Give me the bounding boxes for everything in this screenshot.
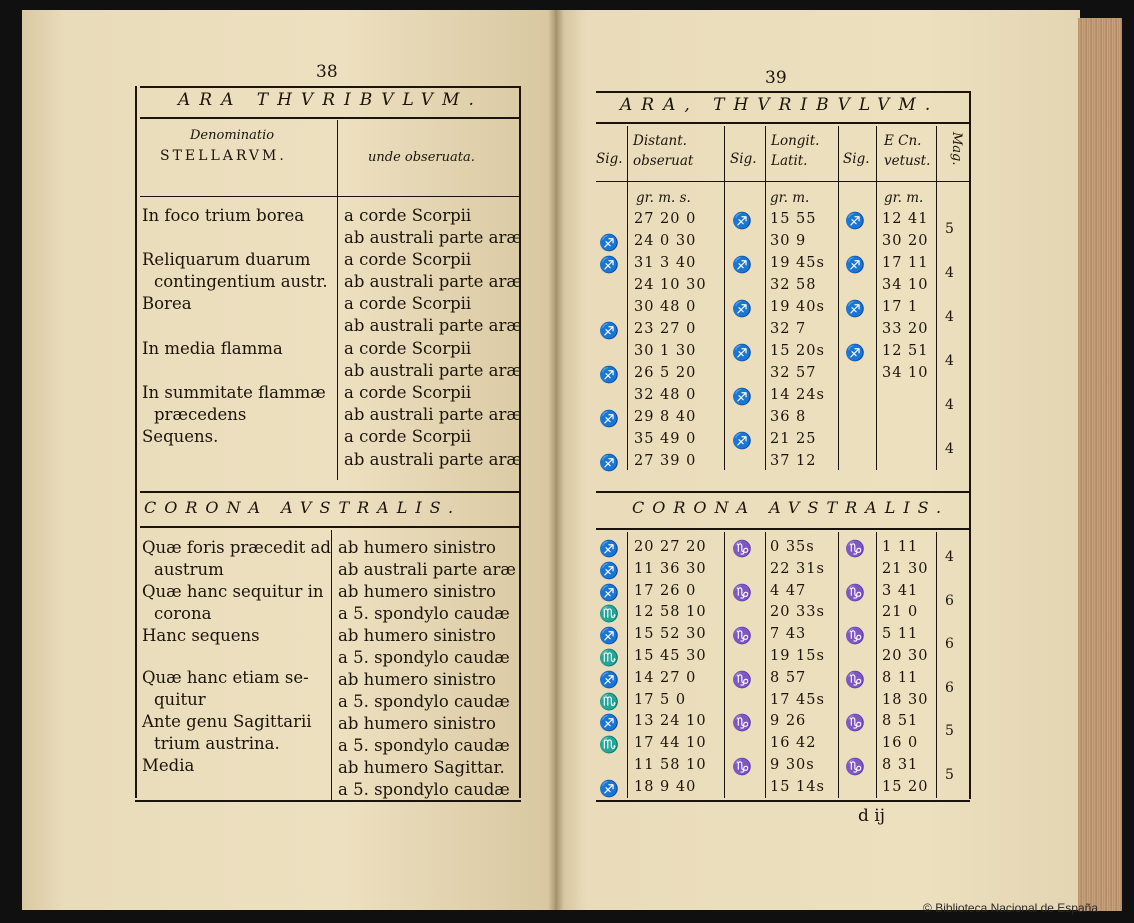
left-col-head-1b: STELLARVM. xyxy=(160,148,287,164)
ara-row-ecn-value: 12 51 xyxy=(882,343,929,359)
copyright-credit: © Biblioteca Nacional de España xyxy=(923,901,1098,915)
left-bottom-rule xyxy=(135,800,521,802)
corona-row-sign-1: ♏ xyxy=(599,648,619,667)
corona-row-magnitude: 6 xyxy=(945,636,954,653)
corona-where-1: ab humero sinistro xyxy=(338,538,496,557)
corona-row-sign-1: ♐ xyxy=(599,626,619,646)
ara-row-sign-1: ♐ xyxy=(599,409,619,428)
corona-row-sign-2: ♑ xyxy=(732,757,752,776)
corona-where-8: a 5. spondylo caudæ xyxy=(338,692,510,711)
ara-row-longitude-latitude: 32 58 xyxy=(770,277,817,293)
corona-row-sign-1: ♐ xyxy=(599,582,619,602)
corona-name-4: corona xyxy=(154,604,212,623)
corona-row-longitude-latitude: 22 31s xyxy=(770,560,825,577)
corona-row-ecn-value: 8 11 xyxy=(882,669,919,686)
ara-row-sign-1: ♐ xyxy=(599,255,619,274)
corona-row-ecn-value: 15 20 xyxy=(882,778,929,795)
left-section-rule-bottom xyxy=(140,526,520,528)
col-div-1 xyxy=(627,126,628,470)
corona-row-ecn-value: 1 11 xyxy=(882,539,919,555)
ara-where-10: ab australi parte aræ xyxy=(344,405,522,424)
corona-where-6: a 5. spondylo caudæ xyxy=(338,648,510,667)
corona-row-ecn-value: 18 30 xyxy=(882,691,929,708)
corona-name-3: Quæ hanc sequitur in xyxy=(142,582,324,601)
corona-row-longitude-latitude: 4 47 xyxy=(770,582,807,599)
ara-row-ecn-value: 17 11 xyxy=(882,255,929,271)
ara-where-1: a corde Scorpii xyxy=(344,206,472,225)
ara-row-distance: 31 3 40 xyxy=(634,255,697,271)
ara-row-distance: 23 27 0 xyxy=(634,321,697,337)
corona-row-distance: 11 36 30 xyxy=(634,560,707,577)
ara-row-sign-2: ♐ xyxy=(732,387,752,406)
left-section-title: CORONA AVSTRALIS. xyxy=(144,498,462,517)
hdr-long-a: Longit. xyxy=(771,133,820,149)
ara-name-6: In summitate flammæ xyxy=(142,383,326,402)
corona-row-sign-1: ♏ xyxy=(599,691,619,711)
corona-row-longitude-latitude: 0 35s xyxy=(770,539,815,555)
hdr-sig-2: Sig. xyxy=(730,151,757,167)
ara-row-ecn-value: 34 10 xyxy=(882,365,929,381)
left-col-divider-2 xyxy=(331,530,332,800)
corona-row-magnitude: 5 xyxy=(945,723,954,740)
hdr-dist-a: Distant. xyxy=(633,133,687,149)
corona-where-3: ab humero sinistro xyxy=(338,582,496,601)
col-div-1b xyxy=(627,532,628,798)
corona-row-sign-3: ♑ xyxy=(845,757,865,776)
corona-name-9: trium austrina. xyxy=(154,734,280,753)
ara-row-ecn-value: 30 20 xyxy=(882,233,929,249)
ara-row-longitude-latitude: 19 40s xyxy=(770,299,825,315)
left-col-head-2: unde obseruata. xyxy=(368,150,475,165)
corona-where-7: ab humero sinistro xyxy=(338,670,496,689)
ara-row-sign-3: ♐ xyxy=(845,299,865,318)
ara-row-ecn-value: 17 1 xyxy=(882,299,919,315)
ara-row-longitude-latitude: 21 25 xyxy=(770,431,817,447)
corona-row-sign-1: ♐ xyxy=(599,539,619,558)
corona-row-ecn-value: 16 0 xyxy=(882,735,919,752)
ara-row-longitude-latitude: 15 20s xyxy=(770,343,825,359)
ara-row-sign-3: ♐ xyxy=(845,343,865,362)
corona-name-6: Quæ hanc etiam se- xyxy=(142,668,309,687)
left-head-rule xyxy=(140,196,520,197)
hdr-rule xyxy=(596,181,970,182)
corona-row-sign-3: ♑ xyxy=(845,539,865,558)
corona-row-distance: 15 45 30 xyxy=(634,648,707,664)
ara-where-9: a corde Scorpii xyxy=(344,383,472,402)
left-col-divider xyxy=(337,120,338,480)
corona-row-distance: 17 5 0 xyxy=(634,691,687,708)
col-div-3 xyxy=(765,126,766,470)
corona-row-ecn-value: 5 11 xyxy=(882,626,919,643)
corona-where-2: ab australi parte aræ xyxy=(338,560,516,579)
right-running-title: ARA, THVRIBVLVM. xyxy=(620,95,940,115)
ara-row-sign-2: ♐ xyxy=(732,299,752,318)
ara-row-sign-1: ♐ xyxy=(599,233,619,252)
corona-row-longitude-latitude: 19 15s xyxy=(770,648,825,664)
ara-row-longitude-latitude: 30 9 xyxy=(770,233,807,249)
folio-signature: d ij xyxy=(858,806,885,826)
ara-row-sign-3: ♐ xyxy=(845,211,865,230)
corona-name-8: Ante genu Sagittarii xyxy=(142,712,312,731)
corona-row-sign-2: ♑ xyxy=(732,626,752,646)
ara-row-longitude-latitude: 36 8 xyxy=(770,409,807,425)
ara-row-sign-2: ♐ xyxy=(732,343,752,362)
hdr-dist-b: obseruat xyxy=(633,153,694,169)
ara-row-ecn-value: 33 20 xyxy=(882,321,929,337)
ara-row-distance: 30 48 0 xyxy=(634,299,697,315)
corona-row-sign-1: ♐ xyxy=(599,560,619,580)
ara-row-magnitude: 4 xyxy=(945,309,954,325)
right-bottom-rule xyxy=(596,800,970,802)
ara-row-distance: 24 10 30 xyxy=(634,277,707,293)
corona-name-1: Quæ foris præcedit ad xyxy=(142,538,331,557)
right-section-rule-bottom xyxy=(596,528,970,530)
corona-row-magnitude: 6 xyxy=(945,679,954,696)
corona-row-ecn-value: 20 30 xyxy=(882,648,929,664)
left-frame-left xyxy=(135,86,137,798)
corona-row-distance: 14 27 0 xyxy=(634,669,697,686)
left-col-head-1a: Denominatio xyxy=(190,128,275,143)
corona-row-ecn-value: 21 30 xyxy=(882,560,929,577)
corona-row-sign-1: ♐ xyxy=(599,713,619,733)
ara-name-7: præcedens xyxy=(154,405,247,424)
ara-where-4: ab australi parte aræ xyxy=(344,272,522,291)
left-page-number: 38 xyxy=(316,62,338,82)
ara-row-magnitude: 4 xyxy=(945,441,954,457)
corona-row-sign-2: ♑ xyxy=(732,669,752,689)
corona-row-sign-1: ♏ xyxy=(599,604,619,624)
ara-name-4: Borea xyxy=(142,294,192,313)
corona-row-longitude-latitude: 16 42 xyxy=(770,735,817,752)
ara-row-distance: 32 48 0 xyxy=(634,387,697,403)
col-div-4 xyxy=(838,126,839,470)
ara-row-distance: 29 8 40 xyxy=(634,409,697,425)
ara-row-distance: 30 1 30 xyxy=(634,343,697,359)
ara-row-sign-3: ♐ xyxy=(845,255,865,274)
corona-row-magnitude: 4 xyxy=(945,549,954,565)
ara-row-longitude-latitude: 15 55 xyxy=(770,211,817,227)
corona-row-sign-1: ♐ xyxy=(599,778,619,798)
corona-row-ecn-value: 3 41 xyxy=(882,582,919,599)
ara-row-magnitude: 4 xyxy=(945,353,954,369)
corona-row-sign-2: ♑ xyxy=(732,582,752,602)
corona-row-distance: 17 26 0 xyxy=(634,582,697,599)
hdr-units-2: gr. m. xyxy=(770,190,810,206)
ara-row-distance: 27 20 0 xyxy=(634,211,697,227)
left-frame-right xyxy=(519,86,521,798)
corona-row-sign-1: ♐ xyxy=(599,669,619,689)
corona-row-longitude-latitude: 9 26 xyxy=(770,713,807,730)
ara-row-sign-2: ♐ xyxy=(732,431,752,450)
corona-row-sign-2: ♑ xyxy=(732,539,752,558)
ara-row-magnitude: 4 xyxy=(945,397,954,413)
hdr-sig-3: Sig. xyxy=(843,151,870,167)
col-div-5b xyxy=(876,532,877,798)
hdr-ecn-a: E Cn. xyxy=(884,133,922,149)
ara-row-magnitude: 5 xyxy=(945,221,954,237)
col-div-2b xyxy=(724,532,725,798)
corona-row-sign-3: ♑ xyxy=(845,669,865,689)
corona-row-distance: 13 24 10 xyxy=(634,713,707,730)
corona-where-11: ab humero Sagittar. xyxy=(338,758,505,777)
ara-where-6: ab australi parte aræ xyxy=(344,316,522,335)
corona-row-longitude-latitude: 7 43 xyxy=(770,626,807,643)
ara-row-longitude-latitude: 14 24s xyxy=(770,387,825,403)
ara-row-sign-2: ♐ xyxy=(732,255,752,274)
ara-row-ecn-value: 34 10 xyxy=(882,277,929,293)
ara-name-5: In media flamma xyxy=(142,339,283,358)
right-page-number: 39 xyxy=(765,68,787,88)
left-section-rule-top xyxy=(140,491,520,493)
left-title-rule xyxy=(140,117,520,119)
col-div-6 xyxy=(936,126,937,470)
corona-row-longitude-latitude: 17 45s xyxy=(770,691,825,708)
ara-row-sign-1: ♐ xyxy=(599,321,619,340)
corona-name-10: Media xyxy=(142,756,195,775)
left-running-title: ARA THVRIBVLVM. xyxy=(178,90,483,110)
col-div-2 xyxy=(724,126,725,470)
right-title-rule xyxy=(596,122,970,124)
right-frame-right xyxy=(969,91,971,799)
corona-row-distance: 18 9 40 xyxy=(634,778,697,795)
ara-row-sign-1: ♐ xyxy=(599,365,619,384)
ara-row-distance: 26 5 20 xyxy=(634,365,697,381)
hdr-sig-1: Sig. xyxy=(596,151,623,167)
right-section-rule-top xyxy=(596,491,970,493)
corona-row-magnitude: 6 xyxy=(945,592,954,609)
corona-where-9: ab humero sinistro xyxy=(338,714,496,733)
left-top-rule xyxy=(140,86,520,88)
ara-row-longitude-latitude: 37 12 xyxy=(770,453,817,469)
corona-name-7: quitur xyxy=(154,690,206,709)
corona-row-longitude-latitude: 9 30s xyxy=(770,757,815,773)
corona-row-longitude-latitude: 15 14s xyxy=(770,778,825,795)
corona-row-magnitude: 5 xyxy=(945,767,954,783)
ara-name-8: Sequens. xyxy=(142,427,219,446)
ara-row-sign-1: ♐ xyxy=(599,453,619,472)
corona-row-distance: 15 52 30 xyxy=(634,626,707,643)
corona-where-12: a 5. spondylo caudæ xyxy=(338,780,510,799)
corona-row-distance: 20 27 20 xyxy=(634,539,707,555)
ara-row-longitude-latitude: 32 57 xyxy=(770,365,817,381)
ara-row-sign-2: ♐ xyxy=(732,211,752,230)
corona-row-longitude-latitude: 20 33s xyxy=(770,604,825,621)
col-div-4b xyxy=(838,532,839,798)
hdr-units-1: gr. m. s. xyxy=(636,190,691,206)
hdr-long-b: Latit. xyxy=(771,153,808,169)
corona-row-sign-2: ♑ xyxy=(732,713,752,733)
ara-where-11: a corde Scorpii xyxy=(344,427,472,446)
right-section-title: CORONA AVSTRALIS. xyxy=(632,498,950,517)
ara-row-distance: 27 39 0 xyxy=(634,453,697,469)
corona-where-4: a 5. spondylo caudæ xyxy=(338,604,510,623)
col-div-3b xyxy=(765,532,766,798)
corona-where-5: ab humero sinistro xyxy=(338,626,496,645)
ara-row-distance: 35 49 0 xyxy=(634,431,697,447)
corona-name-2: austrum xyxy=(154,560,224,579)
ara-where-2: ab australi parte aræ xyxy=(344,228,522,247)
ara-where-5: a corde Scorpii xyxy=(344,294,472,313)
corona-row-sign-1: ♏ xyxy=(599,735,619,755)
ara-name-2: Reliquarum duarum xyxy=(142,250,311,269)
ara-row-ecn-value: 12 41 xyxy=(882,211,929,227)
corona-row-longitude-latitude: 8 57 xyxy=(770,669,807,686)
ara-row-longitude-latitude: 19 45s xyxy=(770,255,825,271)
ara-where-12: ab australi parte aræ xyxy=(344,450,522,469)
right-top-rule xyxy=(596,91,970,93)
corona-row-distance: 17 44 10 xyxy=(634,735,707,752)
ara-where-8: ab australi parte aræ xyxy=(344,361,522,380)
ara-row-distance: 24 0 30 xyxy=(634,233,697,249)
ara-where-3: a corde Scorpii xyxy=(344,250,472,269)
ara-row-magnitude: 4 xyxy=(945,265,954,281)
ara-name-3: contingentium austr. xyxy=(154,272,328,291)
corona-row-ecn-value: 21 0 xyxy=(882,604,919,621)
corona-row-ecn-value: 8 31 xyxy=(882,757,919,773)
corona-where-10: a 5. spondylo caudæ xyxy=(338,736,510,755)
corona-row-ecn-value: 8 51 xyxy=(882,713,919,730)
ara-where-7: a corde Scorpii xyxy=(344,339,472,358)
hdr-units-3: gr. m. xyxy=(884,190,924,206)
corona-row-distance: 12 58 10 xyxy=(634,604,707,621)
book-gutter xyxy=(548,10,564,910)
page-edges xyxy=(1078,18,1122,911)
corona-row-sign-3: ♑ xyxy=(845,713,865,733)
corona-row-sign-3: ♑ xyxy=(845,626,865,646)
corona-row-distance: 11 58 10 xyxy=(634,757,707,773)
corona-name-5: Hanc sequens xyxy=(142,626,260,645)
corona-row-sign-3: ♑ xyxy=(845,582,865,602)
col-div-5 xyxy=(876,126,877,470)
col-div-6b xyxy=(936,532,937,798)
hdr-mag: Mag. xyxy=(949,132,964,166)
ara-row-longitude-latitude: 32 7 xyxy=(770,321,807,337)
ara-name-1: In foco trium borea xyxy=(142,206,305,225)
hdr-ecn-b: vetust. xyxy=(884,153,931,169)
